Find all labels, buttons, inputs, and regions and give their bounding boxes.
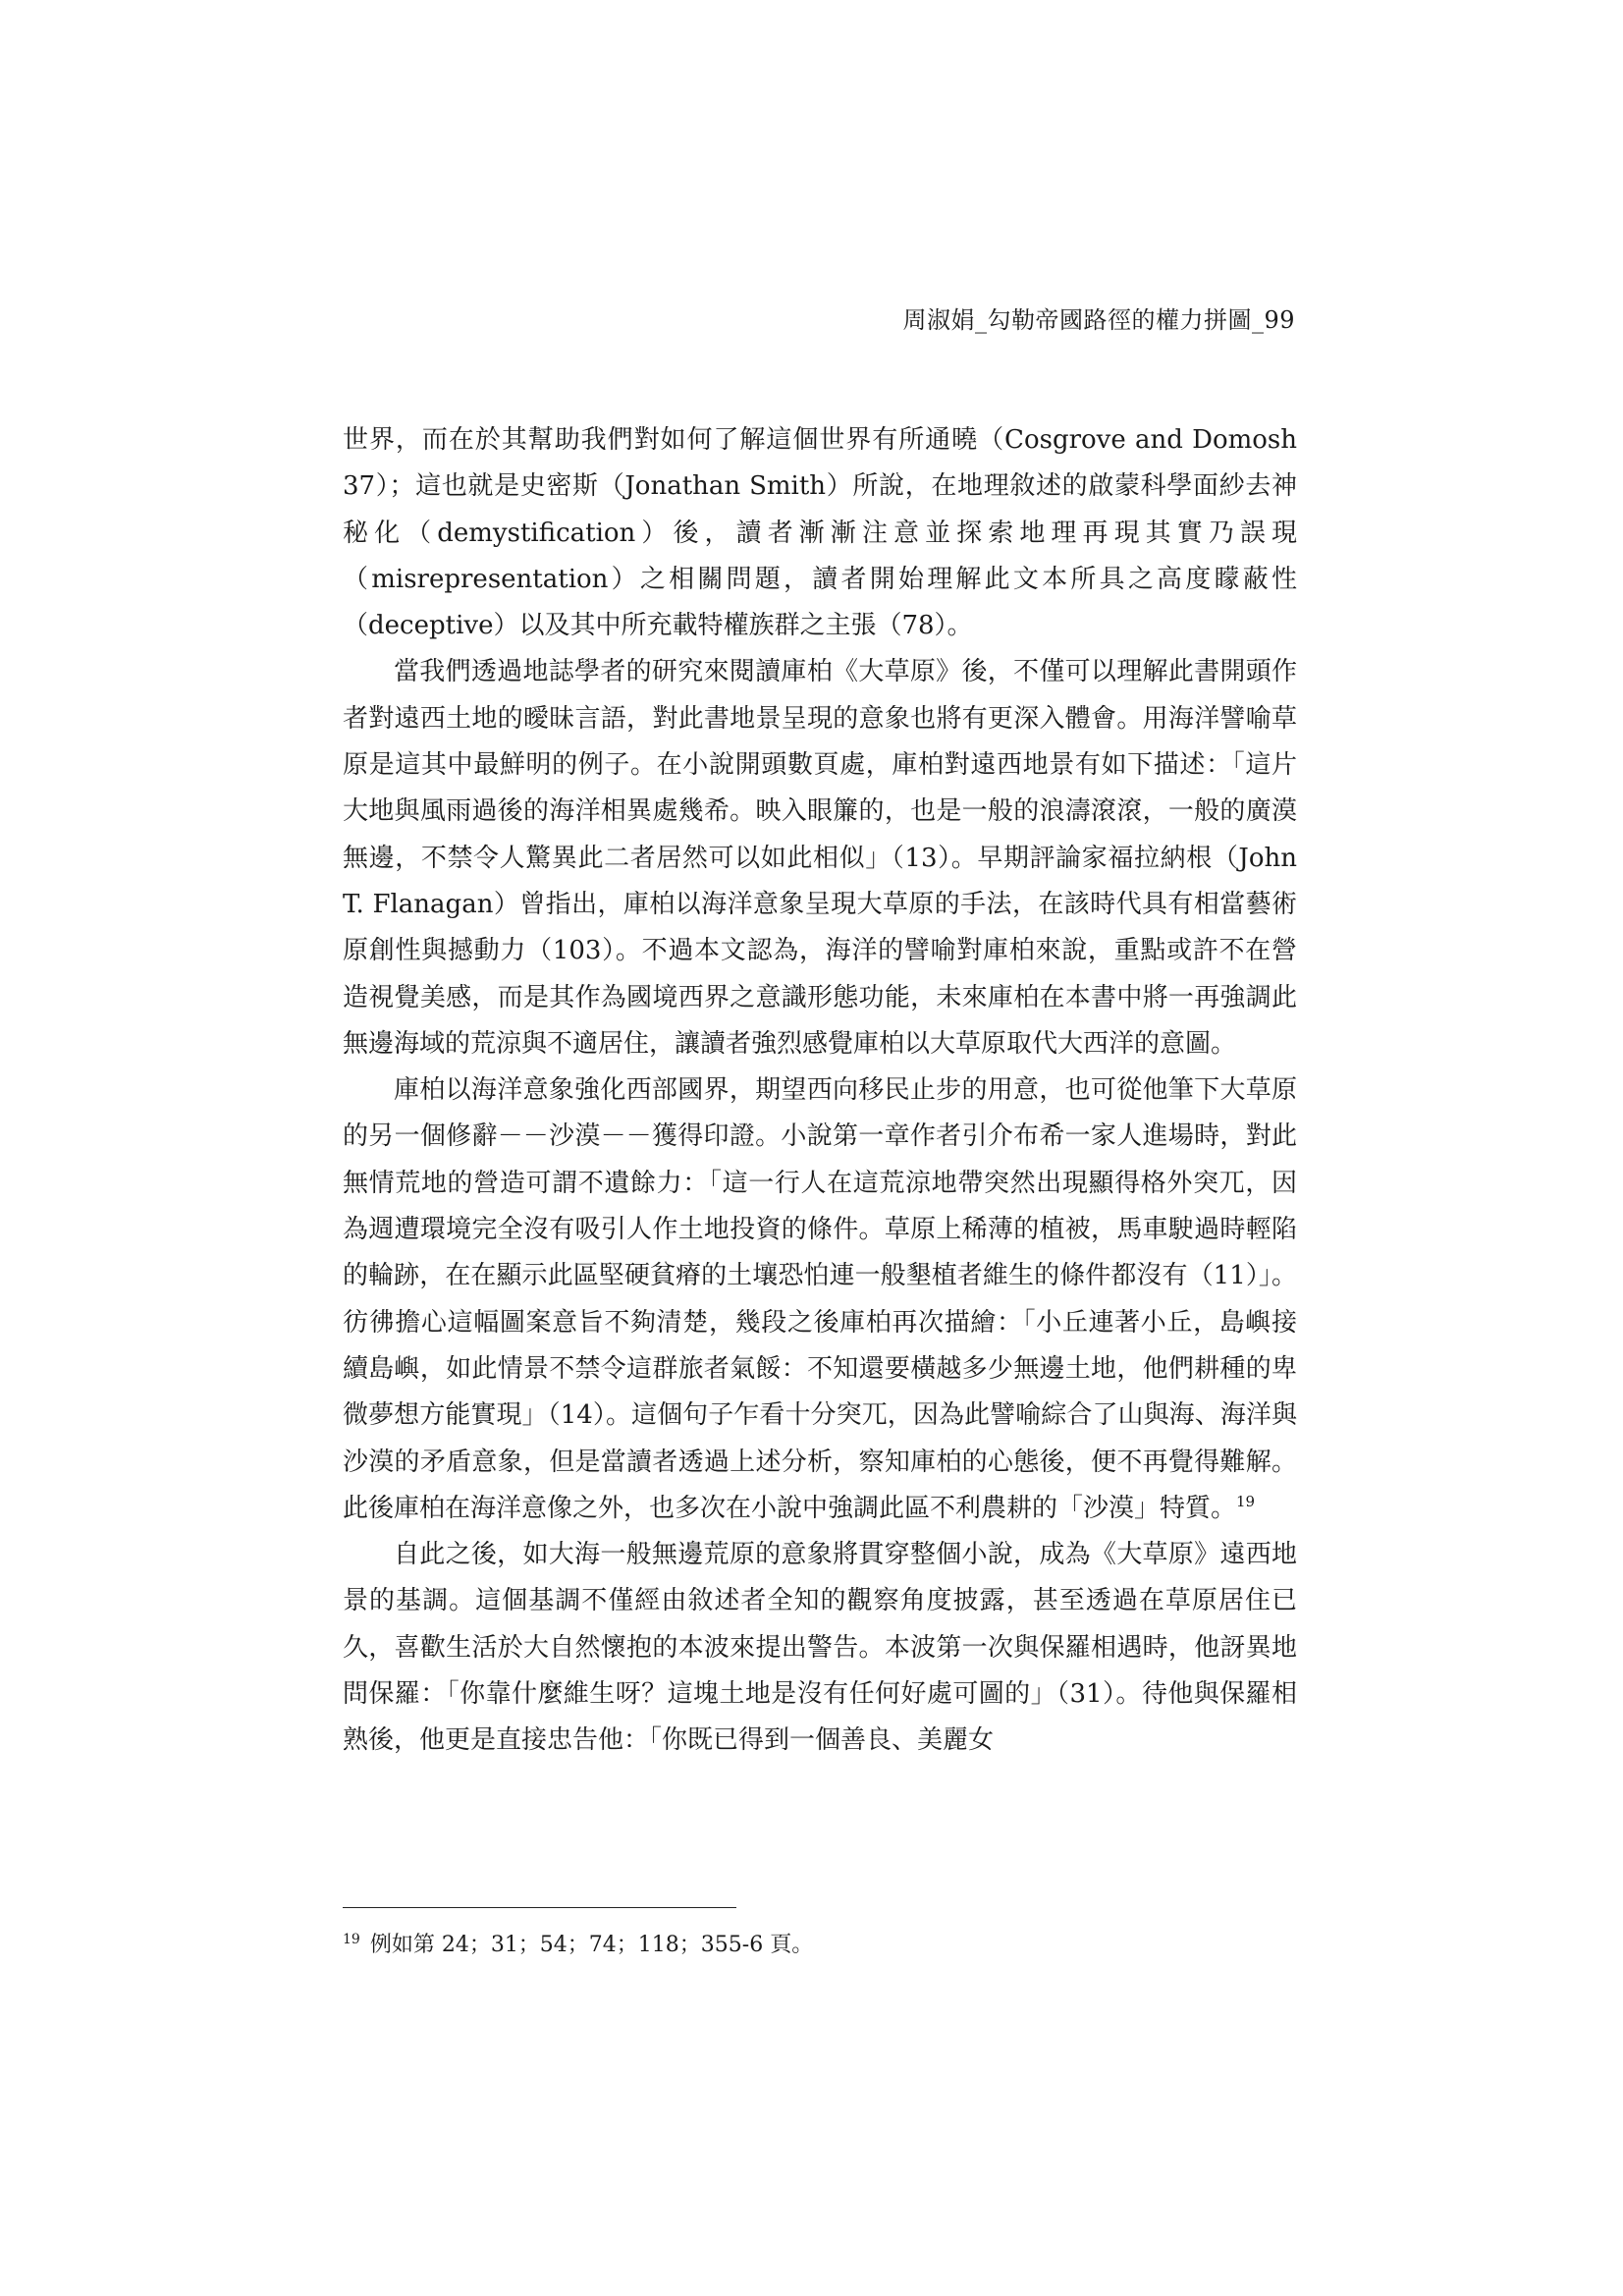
running-head: 周淑娟_勾勒帝國路徑的權力拼圖_99 [902,306,1295,334]
paragraph-4: 自此之後，如大海一般無邊荒原的意象將貫穿整個小說，成為《大草原》遠西地景的基調。這個基調不僅經由敘述者全知的觀察角度披露，甚至透過在草原居住已久，喜歡生活於大自然懷抱的本波來提出警告。本波第一次與保羅相遇時，他訝異地問保羅：「你靠什麼維生呀？這塊土地是沒有任何好處可圖的」（31）。待他與保羅相熟後，他更是直接忠告他：「你既已得到一個善良、美麗女 [343,1540,1297,1756]
paragraph-2: 當我們透過地誌學者的研究來閱讀庫柏《大草原》後，不僅可以理解此書開頭作者對遠西土地的曖昧言語，對此書地景呈現的意象也將有更深入體會。用海洋譬喻草原是這其中最鮮明的例子。在小說開頭數頁處，庫柏對遠西地景有如下描述：「這片大地與風雨過後的海洋相異處幾希。映入眼簾的，也是一般的浪濤滾滾，一般的廣漠無邊，不禁令人驚異此二者居然可以如此相似」（13）。早期評論家福拉納根（John T. Flanagan）曾指出，庫柏以海洋意象呈現大草原的手法，在該時代具有相當藝術原創性與撼動力（103）。不過本文認為，海洋的譬喻對庫柏來說，重點或許不在營造視覺美感，而是其作為國境西界之意識形態功能，未來庫柏在本書中將一再強調此無邊海域的荒涼與不適居住，讓讀者強烈感覺庫柏以大草原取代大西洋的意圖。 [343,657,1297,1059]
footnote-separator [343,1907,736,1908]
paragraph-3 [343,1067,1297,1532]
paragraph-3-text: 庫柏以海洋意象強化西部國界，期望西向移民止步的用意，也可從他筆下大草原的另一個修辭－－沙漠－－獲得印證。小說第一章作者引介布希一家人進場時，對此無情荒地的營造可謂不遺餘力：「這一行人在這荒涼地帶突然出現顯得格外突兀，因為週遭環境完全沒有吸引人作土地投資的條件。草原上稀薄的植被，馬車駛過時輕陷的輪跡，在在顯示此區堅硬貧瘠的土壤恐怕連一般墾植者維生的條件都沒有（11）」。彷彿擔心這幅圖案意旨不夠清楚，幾段之後庫柏再次描繪：「小丘連著小丘，島嶼接續島嶼，如此情景不禁令這群旅者氣餒：不知還要橫越多少無邊土地，他們耕種的卑微夢想方能實現」（14）。這個句子乍看十分突兀，因為此譬喻綜合了山與海、海洋與沙漠的矛盾意象，但是當讀者透過上述分析，察知庫柏的心態後，便不再覺得難解。此後庫柏在海洋意像之外，也多次在小說中強調此區不利農耕的「沙漠」特質。 [343,1075,1297,1523]
footnote-reference[interactable]: 19 [1236,1492,1256,1510]
footnote-number: 19 [343,1932,360,1947]
footnote-text: 例如第 24；31；54；74；118；355-6 頁。 [369,1933,814,1957]
paragraph-1: 世界，而在於其幫助我們對如何了解這個世界有所通曉（Cosgrove and Domosh 37）；這也就是史密斯（Jonathan Smith）所說，在地理敘述的啟蒙科學面紗去神秘化（demystification）後，讀者漸漸注意並探索地理再現其實乃誤現（misrepresentation）之相關問題，讀者開始理解此文本所具之高度矇蔽性（deceptive）以及其中所充載特權族群之主張（78）。 [343,425,1297,641]
footnote-19 [343,1931,1297,1960]
main-text [343,417,1297,1765]
